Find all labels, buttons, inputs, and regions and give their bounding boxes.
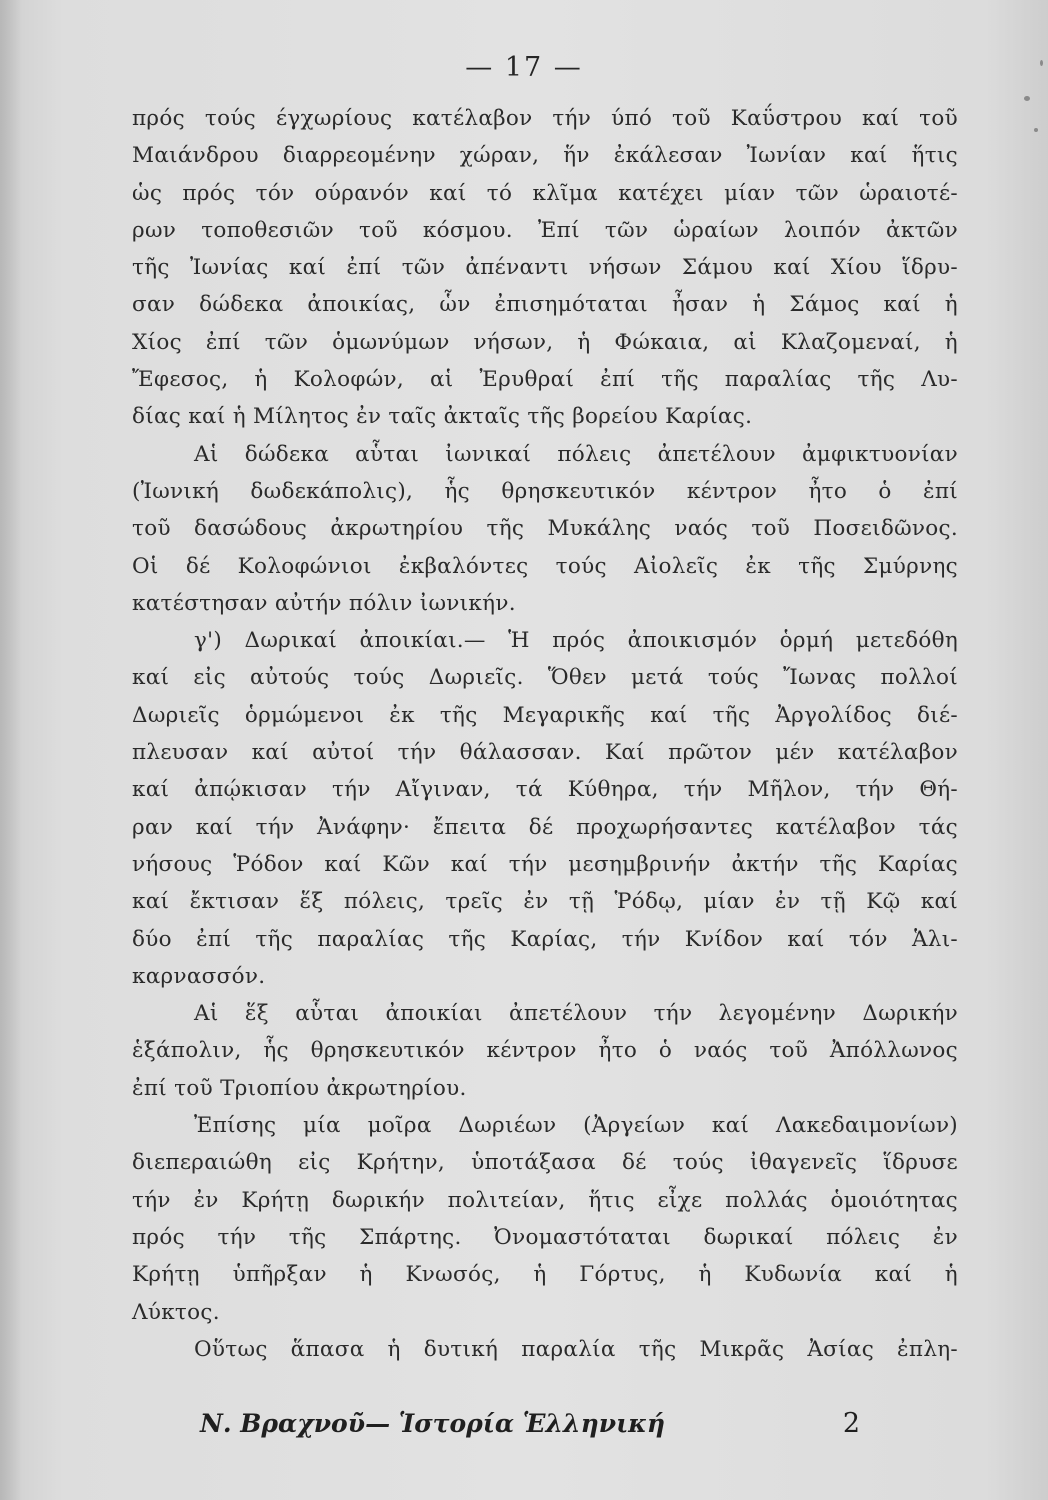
text-line: πλευσαν καί αὐτοί τήν θάλασσαν. Καί πρῶτον μέν κατέλαβον [132,740,958,766]
text-line: τοῦ δασώδους ἀκρωτηρίου τῆς Μυκάλης ναός τοῦ Ποσειδῶνος. [132,516,958,542]
text-line: ρων τοποθεσιῶν τοῦ κόσμου. Ἐπί τῶν ὡραίων λοιπόν ἀκτῶν [132,217,958,243]
text-line: δίας καί ἡ Μίλητος ἐν ταῖς ἀκταῖς τῆς βορείου Καρίας. [132,404,753,430]
page-footer [200,1404,860,1444]
text-line: ἑξάπολιν, ἧς θρησκευτικόν κέντρον ἦτο ὁ ναός τοῦ Ἀπόλλωνος [132,1038,958,1064]
text-line: τῆς Ἰωνίας καί ἐπί τῶν ἀπέναντι νήσων Σάμου καί Χίου ἵδρυ- [132,255,958,281]
text-line: ὡς πρός τόν ούρανόν καί τό κλῖμα κατέχει μίαν τῶν ὡραιοτέ- [132,180,958,206]
text-line: νήσους Ῥόδον καί Κῶν καί τήν μεσημβρινήν ἀκτήν τῆς Καρίας [132,851,958,877]
paragraph-first-line: Αἱ δώδεκα αὗται ἰωνικαί πόλεις ἀπετέλουν ἀμφικτυονίαν [194,441,958,467]
paragraph-first-line: Οὕτως ἅπασα ἡ δυτική παραλία τῆς Μικρᾶς Ἀσίας ἐπλη- [194,1336,958,1362]
text-line: Χίος ἐπί τῶν ὁμωνύμων νήσων, ἡ Φώκαια, αἱ Κλαζομεναί, ἡ [132,329,958,355]
text-line: Κρήτῃ ὑπῆρξαν ἡ Κνωσός, ἡ Γόρτυς, ἡ Κυδωνία καί ἡ [132,1262,958,1288]
text-line: Ἔφεσος, ἡ Κολοφών, αἱ Ἐρυθραί ἐπί τῆς παραλίας τῆς Λυ- [132,367,958,393]
text-line: καί εἰς αὐτούς τούς Δωριεῖς. Ὅθεν μετά τούς Ἴωνας πολλοί [132,665,958,691]
paper-speck [1024,96,1030,101]
text-line: Δωριεῖς ὁρμώμενοι ἐκ τῆς Μεγαρικῆς καί τῆς Ἀργολίδος διέ- [132,702,958,728]
text-line: τήν ἐν Κρήτῃ δωρικήν πολιτείαν, ἥτις εἶχε πολλάς ὁμοιότητας [132,1187,958,1213]
text-line: σαν δώδεκα ἀποικίας, ὧν ἐπισημόταται ἦσαν ἡ Σάμος καί ἡ [132,292,958,318]
text-line: καρνασσόν. [132,963,266,989]
paragraph-first-line: Αἱ ἕξ αὗται ἀποικίαι ἀπετέλουν τήν λεγομένην Δωρικήν [194,1001,958,1027]
body-text [132,100,958,1368]
page-number: — 17 — [465,52,583,83]
text-line: Οἱ δέ Κολοφώνιοι ἐκβαλόντες τούς Αἰολεῖς ἐκ τῆς Σμύρνης [132,553,958,579]
text-line: καί ἔκτισαν ἕξ πόλεις, τρεῖς ἐν τῇ Ῥόδῳ, μίαν ἐν τῇ Κῷ καί [132,889,958,915]
text-line: καί ἀπῴκισαν τήν Αἴγιναν, τά Κύθηρα, τήν Μῆλον, τήν Θή- [132,777,958,803]
text-line: ἐπί τοῦ Τριοπίου ἀκρωτηρίου. [132,1075,467,1101]
text-line: Μαιάνδρου διαρρεομένην χώραν, ἥν ἐκάλεσαν Ἰωνίαν καί ἥτις [132,143,958,169]
text-line: πρός τήν τῆς Σπάρτης. Ὀνομαστόταται δωρικαί πόλεις ἐν [132,1224,958,1250]
page-edge-shadow [0,0,22,1500]
section-heading-line: γ') Δωρικαί ἀποικίαι.— Ἡ πρός ἀποικισμόν ὁρμή μετεδόθη [194,628,958,654]
text-line: Λύκτος. [132,1299,220,1325]
text-line: κατέστησαν αὐτήν πόλιν ἰωνικήν. [132,590,516,616]
paper-speck [1034,128,1038,132]
text-line: ραν καί τήν Ἀνάφην· ἔπειτα δέ προχωρήσαντες κατέλαβον τάς [132,814,958,840]
text-line: (Ἰωνική δωδεκάπολις), ἧς θρησκευτικόν κέντρον ἦτο ὁ ἐπί [132,478,958,504]
text-line: διεπεραιώθη εἰς Κρήτην, ὑποτάξασα δέ τούς ἰθαγενεῖς ἵδρυσε [132,1150,958,1176]
text-line: δύο ἐπί τῆς παραλίας τῆς Καρίας, τήν Κνίδον καί τόν Ἁλι- [132,926,958,952]
text-line: πρός τούς έγχωρίους κατέλαβον τήν ύπό τοῦ Καΰστρου καί τοῦ [132,106,958,131]
footer-signature-mark: 2 [842,1408,860,1439]
paragraph-first-line: Ἐπίσης μία μοῖρα Δωριέων (Ἀργείων καί Λακεδαιμονίων) [194,1113,958,1139]
footer-book-title: Ν. Βραχνοῦ— Ἱστορία Ἑλληνική [200,1409,666,1438]
